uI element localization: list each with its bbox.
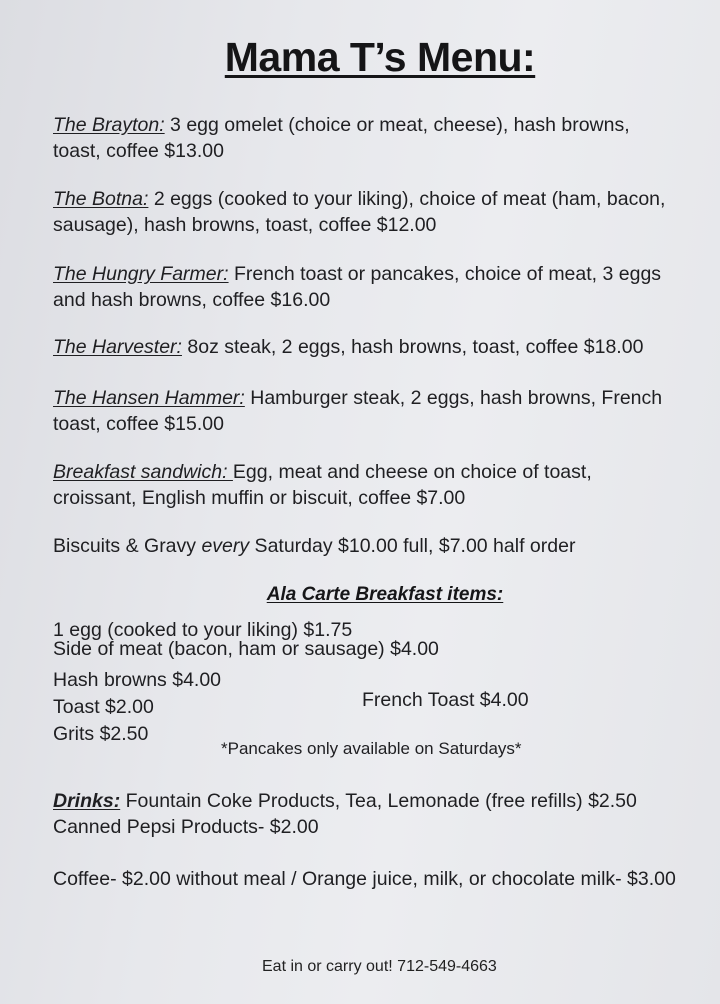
menu-title: Mama T’s Menu: [224, 34, 536, 80]
menu-item-brayton [53, 112, 703, 164]
menu-item-description: French toast or pancakes, choice of meat, 3 eggs [228, 263, 662, 285]
drinks-label: Drinks: [53, 790, 121, 812]
drinks-line: Canned Pepsi Products- $2.00 [53, 816, 319, 838]
biscuits-emphasis: every [201, 535, 250, 557]
menu-item-description: and hash browns, coffee $16.00 [53, 289, 331, 311]
menu-item-description: toast, coffee $15.00 [53, 413, 224, 435]
footer-contact: Eat in or carry out! 712-549-4663 [262, 958, 497, 975]
menu-item-name: The Harvester: [53, 336, 182, 358]
ala-carte-item: French Toast $4.00 [362, 689, 529, 711]
coffee-juice-line: Coffee- $2.00 without meal / Orange juice, milk, or chocolate milk- $3.00 [53, 868, 676, 890]
menu-item-description: sausage), hash browns, toast, coffee $12.00 [53, 214, 437, 236]
menu-item-hansen-hammer [53, 385, 703, 437]
menu-item-description: Egg, meat and cheese on choice of toast, [232, 461, 592, 483]
menu-item-botna [53, 186, 703, 238]
menu-item-name: Breakfast sandwich: [53, 461, 233, 483]
menu-item-biscuits-gravy [53, 533, 703, 559]
drinks-section [53, 788, 713, 840]
menu-item-description: 2 eggs (cooked to your liking), choice of meat (ham, bacon, [148, 188, 666, 210]
menu-item-description: Hamburger steak, 2 eggs, hash browns, French [244, 387, 663, 409]
pancakes-note: *Pancakes only available on Saturdays* [221, 739, 522, 758]
ala-carte-item: Hash browns $4.00 [53, 669, 222, 691]
biscuits-text: Biscuits & Gravy [53, 535, 202, 557]
ala-carte-item: Grits $2.50 [53, 723, 149, 745]
menu-item-breakfast-sandwich [53, 459, 703, 511]
biscuits-text-after: Saturday $10.00 full, $7.00 half order [249, 535, 576, 557]
ala-carte-item: 1 egg (cooked to your liking) $1.75 [53, 619, 353, 641]
menu-item-name: The Hungry Farmer: [53, 263, 229, 285]
menu-item-name: The Botna: [53, 188, 149, 210]
ala-carte-item: Side of meat (bacon, ham or sausage) $4.00 [53, 638, 439, 660]
ala-carte-item: Toast $2.00 [53, 696, 154, 718]
ala-carte-heading: Ala Carte Breakfast items: [266, 584, 504, 605]
menu-item-description: toast, coffee $13.00 [53, 140, 224, 162]
menu-item-name: The Brayton: [53, 114, 165, 136]
menu-item-hungry-farmer [53, 261, 703, 313]
menu-item-harvester [53, 334, 703, 360]
menu-item-name: The Hansen Hammer: [53, 387, 245, 409]
menu-item-description: 8oz steak, 2 eggs, hash browns, toast, coffee $18.00 [181, 336, 644, 358]
menu-item-description: 3 egg omelet (choice or meat, cheese), hash browns, [164, 114, 630, 136]
menu-item-description: croissant, English muffin or biscuit, coffee $7.00 [53, 487, 466, 509]
drinks-line: Fountain Coke Products, Tea, Lemonade (free refills) $2.50 [120, 790, 637, 812]
